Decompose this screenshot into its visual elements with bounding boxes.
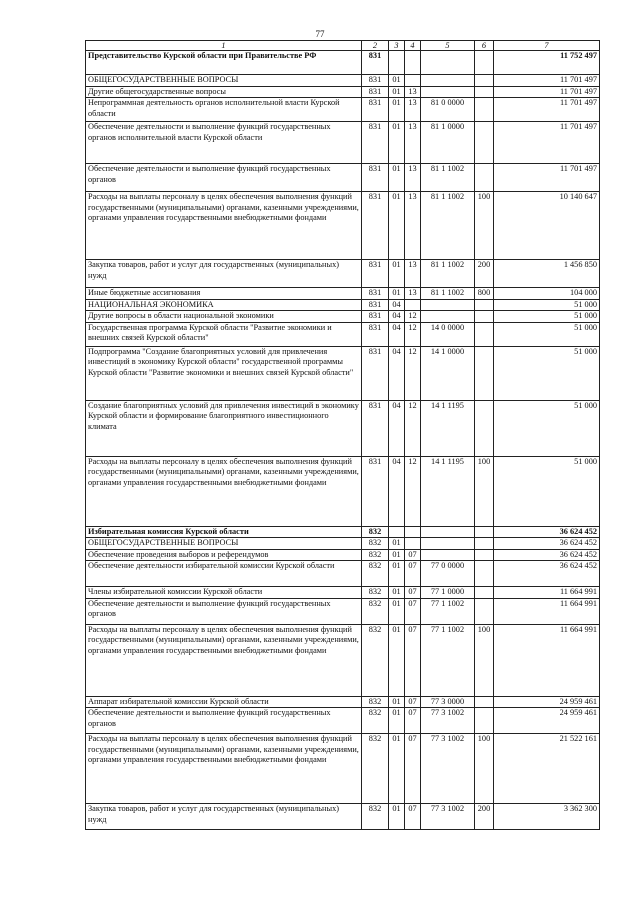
expense-type-cell (475, 164, 494, 192)
section-cell: 01 (389, 98, 405, 122)
ministry-code-cell: 831 (362, 346, 389, 400)
row-name-cell: Члены избирательной комиссии Курской области (86, 587, 362, 599)
column-header: 6 (475, 41, 494, 51)
row-name-cell: Обеспечение деятельности и выполнение функций государственных органов (86, 598, 362, 624)
target-article-cell: 14 1 0000 (421, 346, 475, 400)
expense-type-cell (475, 708, 494, 734)
expense-type-cell: 100 (475, 624, 494, 696)
amount-cell: 51 000 (494, 456, 600, 526)
section-cell: 01 (389, 192, 405, 260)
row-name-cell: Закупка товаров, работ и услуг для государственных (муниципальных) нужд (86, 260, 362, 288)
expense-type-cell: 100 (475, 192, 494, 260)
ministry-code-cell: 832 (362, 804, 389, 830)
table-row (86, 122, 600, 164)
target-article-cell (421, 538, 475, 550)
row-name-cell: Обеспечение деятельности и выполнение функций государственных органов (86, 164, 362, 192)
ministry-code-cell: 832 (362, 598, 389, 624)
ministry-code-cell: 832 (362, 587, 389, 599)
amount-cell: 51 000 (494, 322, 600, 346)
row-name-cell: ОБЩЕГОСУДАРСТВЕННЫЕ ВОПРОСЫ (86, 75, 362, 87)
subsection-cell: 13 (405, 122, 421, 164)
section-cell: 04 (389, 299, 405, 311)
column-header: 3 (389, 41, 405, 51)
section-cell: 01 (389, 164, 405, 192)
expense-type-cell (475, 322, 494, 346)
ministry-code-cell: 831 (362, 192, 389, 260)
row-name-cell: Расходы на выплаты персоналу в целях обеспечения выполнения функций государственными (муниципальными) органами, казенными учреждениями, органами управления государственными внебюджетными фондами (86, 734, 362, 804)
table-row (86, 86, 600, 98)
amount-cell: 24 959 461 (494, 696, 600, 708)
section-cell (389, 526, 405, 538)
target-article-cell: 81 1 0000 (421, 122, 475, 164)
row-name-cell: Обеспечение проведения выборов и референдумов (86, 549, 362, 561)
amount-cell: 1 456 850 (494, 260, 600, 288)
amount-cell: 36 624 452 (494, 549, 600, 561)
section-cell: 01 (389, 75, 405, 87)
column-header: 5 (421, 41, 475, 51)
section-cell: 01 (389, 538, 405, 550)
column-number-row (86, 41, 600, 51)
ministry-code-cell: 831 (362, 51, 389, 75)
amount-cell: 11 701 497 (494, 122, 600, 164)
column-header: 2 (362, 41, 389, 51)
subsection-cell: 13 (405, 164, 421, 192)
amount-cell: 11 701 497 (494, 86, 600, 98)
table-row (86, 346, 600, 400)
expense-type-cell: 200 (475, 804, 494, 830)
amount-cell: 104 000 (494, 288, 600, 300)
row-name-cell: Представительство Курской области при Правительстве РФ (86, 51, 362, 75)
table-row (86, 288, 600, 300)
ministry-code-cell: 831 (362, 164, 389, 192)
amount-cell: 11 664 991 (494, 624, 600, 696)
amount-cell: 51 000 (494, 311, 600, 323)
row-name-cell: Подпрограмма "Создание благоприятных условий для привлечения инвестиций в экономику Курской области" государственной программы Курской области "Развитие экономики и внешних связей Курской области" (86, 346, 362, 400)
row-name-cell: Другие вопросы в области национальной экономики (86, 311, 362, 323)
section-cell: 01 (389, 260, 405, 288)
ministry-code-cell: 831 (362, 98, 389, 122)
subsection-cell (405, 538, 421, 550)
amount-cell: 11 701 497 (494, 98, 600, 122)
section-cell: 04 (389, 322, 405, 346)
row-name-cell: Расходы на выплаты персоналу в целях обеспечения выполнения функций государственными (муниципальными) органами, казенными учреждениями, органами управления государственными внебюджетными фондами (86, 624, 362, 696)
subsection-cell: 13 (405, 98, 421, 122)
section-cell: 01 (389, 804, 405, 830)
target-article-cell: 14 0 0000 (421, 322, 475, 346)
target-article-cell: 77 3 1002 (421, 804, 475, 830)
section-cell: 01 (389, 86, 405, 98)
table-row (86, 561, 600, 587)
ministry-code-cell: 832 (362, 624, 389, 696)
subsection-cell: 13 (405, 192, 421, 260)
column-header: 1 (86, 41, 362, 51)
row-name-cell: Создание благоприятных условий для привлечения инвестиций в экономику Курской области и формирование благоприятного инвестиционного климата (86, 400, 362, 456)
amount-cell: 11 664 991 (494, 587, 600, 599)
subsection-cell: 07 (405, 561, 421, 587)
expense-type-cell (475, 346, 494, 400)
target-article-cell (421, 299, 475, 311)
subsection-cell: 07 (405, 734, 421, 804)
ministry-code-cell: 831 (362, 86, 389, 98)
row-name-cell: Расходы на выплаты персоналу в целях обеспечения выполнения функций государственными (муниципальными) органами, казенными учреждениями, органами управления государственными внебюджетными фондами (86, 192, 362, 260)
ministry-code-cell: 831 (362, 75, 389, 87)
expense-type-cell (475, 538, 494, 550)
subsection-cell: 07 (405, 708, 421, 734)
subsection-cell: 07 (405, 549, 421, 561)
page-number: 77 (315, 29, 325, 39)
amount-cell: 24 959 461 (494, 708, 600, 734)
ministry-code-cell: 831 (362, 456, 389, 526)
target-article-cell (421, 311, 475, 323)
subsection-cell (405, 526, 421, 538)
subsection-cell: 07 (405, 598, 421, 624)
subsection-cell: 12 (405, 322, 421, 346)
amount-cell: 36 624 452 (494, 561, 600, 587)
section-cell: 01 (389, 587, 405, 599)
row-name-cell: Непрограммная деятельность органов исполнительной власти Курской области (86, 98, 362, 122)
expense-type-cell: 100 (475, 456, 494, 526)
expense-type-cell: 100 (475, 734, 494, 804)
ministry-code-cell: 831 (362, 311, 389, 323)
section-cell: 04 (389, 346, 405, 400)
expense-type-cell (475, 549, 494, 561)
table-row (86, 456, 600, 526)
table-row (86, 260, 600, 288)
column-header: 4 (405, 41, 421, 51)
table-row (86, 538, 600, 550)
table-row (86, 192, 600, 260)
section-cell: 01 (389, 696, 405, 708)
table-row (86, 624, 600, 696)
expense-type-cell (475, 587, 494, 599)
table-row (86, 400, 600, 456)
subsection-cell: 07 (405, 804, 421, 830)
subsection-cell: 13 (405, 260, 421, 288)
amount-cell: 51 000 (494, 400, 600, 456)
target-article-cell: 77 1 1002 (421, 598, 475, 624)
subsection-cell (405, 75, 421, 87)
target-article-cell: 77 1 1002 (421, 624, 475, 696)
table-row (86, 164, 600, 192)
expense-type-cell (475, 86, 494, 98)
row-name-cell: Иные бюджетные ассигнования (86, 288, 362, 300)
expense-type-cell (475, 75, 494, 87)
subsection-cell (405, 299, 421, 311)
amount-cell: 3 362 300 (494, 804, 600, 830)
section-cell: 01 (389, 734, 405, 804)
table-row (86, 804, 600, 830)
table-row (86, 526, 600, 538)
expense-type-cell (475, 561, 494, 587)
section-cell: 04 (389, 456, 405, 526)
target-article-cell (421, 86, 475, 98)
table-row (86, 734, 600, 804)
expense-type-cell (475, 400, 494, 456)
target-article-cell: 81 1 1002 (421, 192, 475, 260)
section-cell: 01 (389, 288, 405, 300)
section-cell: 01 (389, 624, 405, 696)
expense-type-cell (475, 526, 494, 538)
expense-type-cell (475, 311, 494, 323)
target-article-cell (421, 549, 475, 561)
row-name-cell: Государственная программа Курской области "Развитие экономики и внешних связей Курской области" (86, 322, 362, 346)
section-cell: 01 (389, 708, 405, 734)
ministry-code-cell: 831 (362, 260, 389, 288)
ministry-code-cell: 832 (362, 708, 389, 734)
table-row (86, 708, 600, 734)
amount-cell: 11 701 497 (494, 164, 600, 192)
table-row (86, 311, 600, 323)
expense-type-cell (475, 51, 494, 75)
table-row (86, 549, 600, 561)
section-cell: 01 (389, 561, 405, 587)
subsection-cell: 13 (405, 288, 421, 300)
row-name-cell: Избирательная комиссия Курской области (86, 526, 362, 538)
ministry-code-cell: 832 (362, 549, 389, 561)
ministry-code-cell: 831 (362, 122, 389, 164)
table-row (86, 598, 600, 624)
table-row (86, 98, 600, 122)
ministry-code-cell: 831 (362, 299, 389, 311)
amount-cell: 51 000 (494, 346, 600, 400)
target-article-cell: 77 3 1002 (421, 708, 475, 734)
expense-type-cell (475, 122, 494, 164)
target-article-cell: 14 1 1195 (421, 456, 475, 526)
section-cell: 01 (389, 598, 405, 624)
section-cell: 01 (389, 122, 405, 164)
row-name-cell: ОБЩЕГОСУДАРСТВЕННЫЕ ВОПРОСЫ (86, 538, 362, 550)
target-article-cell: 14 1 1195 (421, 400, 475, 456)
subsection-cell: 12 (405, 456, 421, 526)
budget-table (85, 40, 600, 830)
target-article-cell (421, 51, 475, 75)
amount-cell: 36 624 452 (494, 526, 600, 538)
ministry-code-cell: 832 (362, 696, 389, 708)
row-name-cell: Обеспечение деятельности избирательной комиссии Курской области (86, 561, 362, 587)
expense-type-cell: 200 (475, 260, 494, 288)
table-row (86, 587, 600, 599)
target-article-cell: 77 1 0000 (421, 587, 475, 599)
target-article-cell: 77 3 1002 (421, 734, 475, 804)
ministry-code-cell: 831 (362, 322, 389, 346)
subsection-cell (405, 51, 421, 75)
row-name-cell: Другие общегосударственные вопросы (86, 86, 362, 98)
section-cell: 04 (389, 400, 405, 456)
amount-cell: 11 752 497 (494, 51, 600, 75)
amount-cell: 10 140 647 (494, 192, 600, 260)
amount-cell: 51 000 (494, 299, 600, 311)
row-name-cell: НАЦИОНАЛЬНАЯ ЭКОНОМИКА (86, 299, 362, 311)
target-article-cell: 81 1 1002 (421, 260, 475, 288)
amount-cell: 11 664 991 (494, 598, 600, 624)
ministry-code-cell: 832 (362, 538, 389, 550)
ministry-code-cell: 831 (362, 400, 389, 456)
section-cell: 01 (389, 549, 405, 561)
subsection-cell: 13 (405, 86, 421, 98)
amount-cell: 11 701 497 (494, 75, 600, 87)
target-article-cell: 81 0 0000 (421, 98, 475, 122)
row-name-cell: Обеспечение деятельности и выполнение функций государственных органов (86, 708, 362, 734)
row-name-cell: Закупка товаров, работ и услуг для государственных (муниципальных) нужд (86, 804, 362, 830)
section-cell (389, 51, 405, 75)
section-cell: 04 (389, 311, 405, 323)
table-row (86, 696, 600, 708)
row-name-cell: Расходы на выплаты персоналу в целях обеспечения выполнения функций государственными (муниципальными) органами, казенными учреждениями, органами управления государственными внебюджетными фондами (86, 456, 362, 526)
subsection-cell: 07 (405, 587, 421, 599)
subsection-cell: 12 (405, 400, 421, 456)
ministry-code-cell: 832 (362, 734, 389, 804)
target-article-cell (421, 526, 475, 538)
target-article-cell: 77 0 0000 (421, 561, 475, 587)
target-article-cell: 81 1 1002 (421, 288, 475, 300)
subsection-cell: 12 (405, 311, 421, 323)
table-row (86, 299, 600, 311)
amount-cell: 21 522 161 (494, 734, 600, 804)
table-row (86, 322, 600, 346)
row-name-cell: Аппарат избирательной комиссии Курской области (86, 696, 362, 708)
target-article-cell: 77 3 0000 (421, 696, 475, 708)
subsection-cell: 07 (405, 624, 421, 696)
row-name-cell: Обеспечение деятельности и выполнение функций государственных органов исполнительной власти Курской области (86, 122, 362, 164)
target-article-cell (421, 75, 475, 87)
expense-type-cell (475, 299, 494, 311)
column-header: 7 (494, 41, 600, 51)
target-article-cell: 81 1 1002 (421, 164, 475, 192)
table-row (86, 51, 600, 75)
expense-type-cell (475, 98, 494, 122)
amount-cell: 36 624 452 (494, 538, 600, 550)
ministry-code-cell: 832 (362, 561, 389, 587)
ministry-code-cell: 831 (362, 288, 389, 300)
expense-type-cell: 800 (475, 288, 494, 300)
ministry-code-cell: 832 (362, 526, 389, 538)
subsection-cell: 12 (405, 346, 421, 400)
expense-type-cell (475, 696, 494, 708)
subsection-cell: 07 (405, 696, 421, 708)
table-row (86, 75, 600, 87)
expense-type-cell (475, 598, 494, 624)
